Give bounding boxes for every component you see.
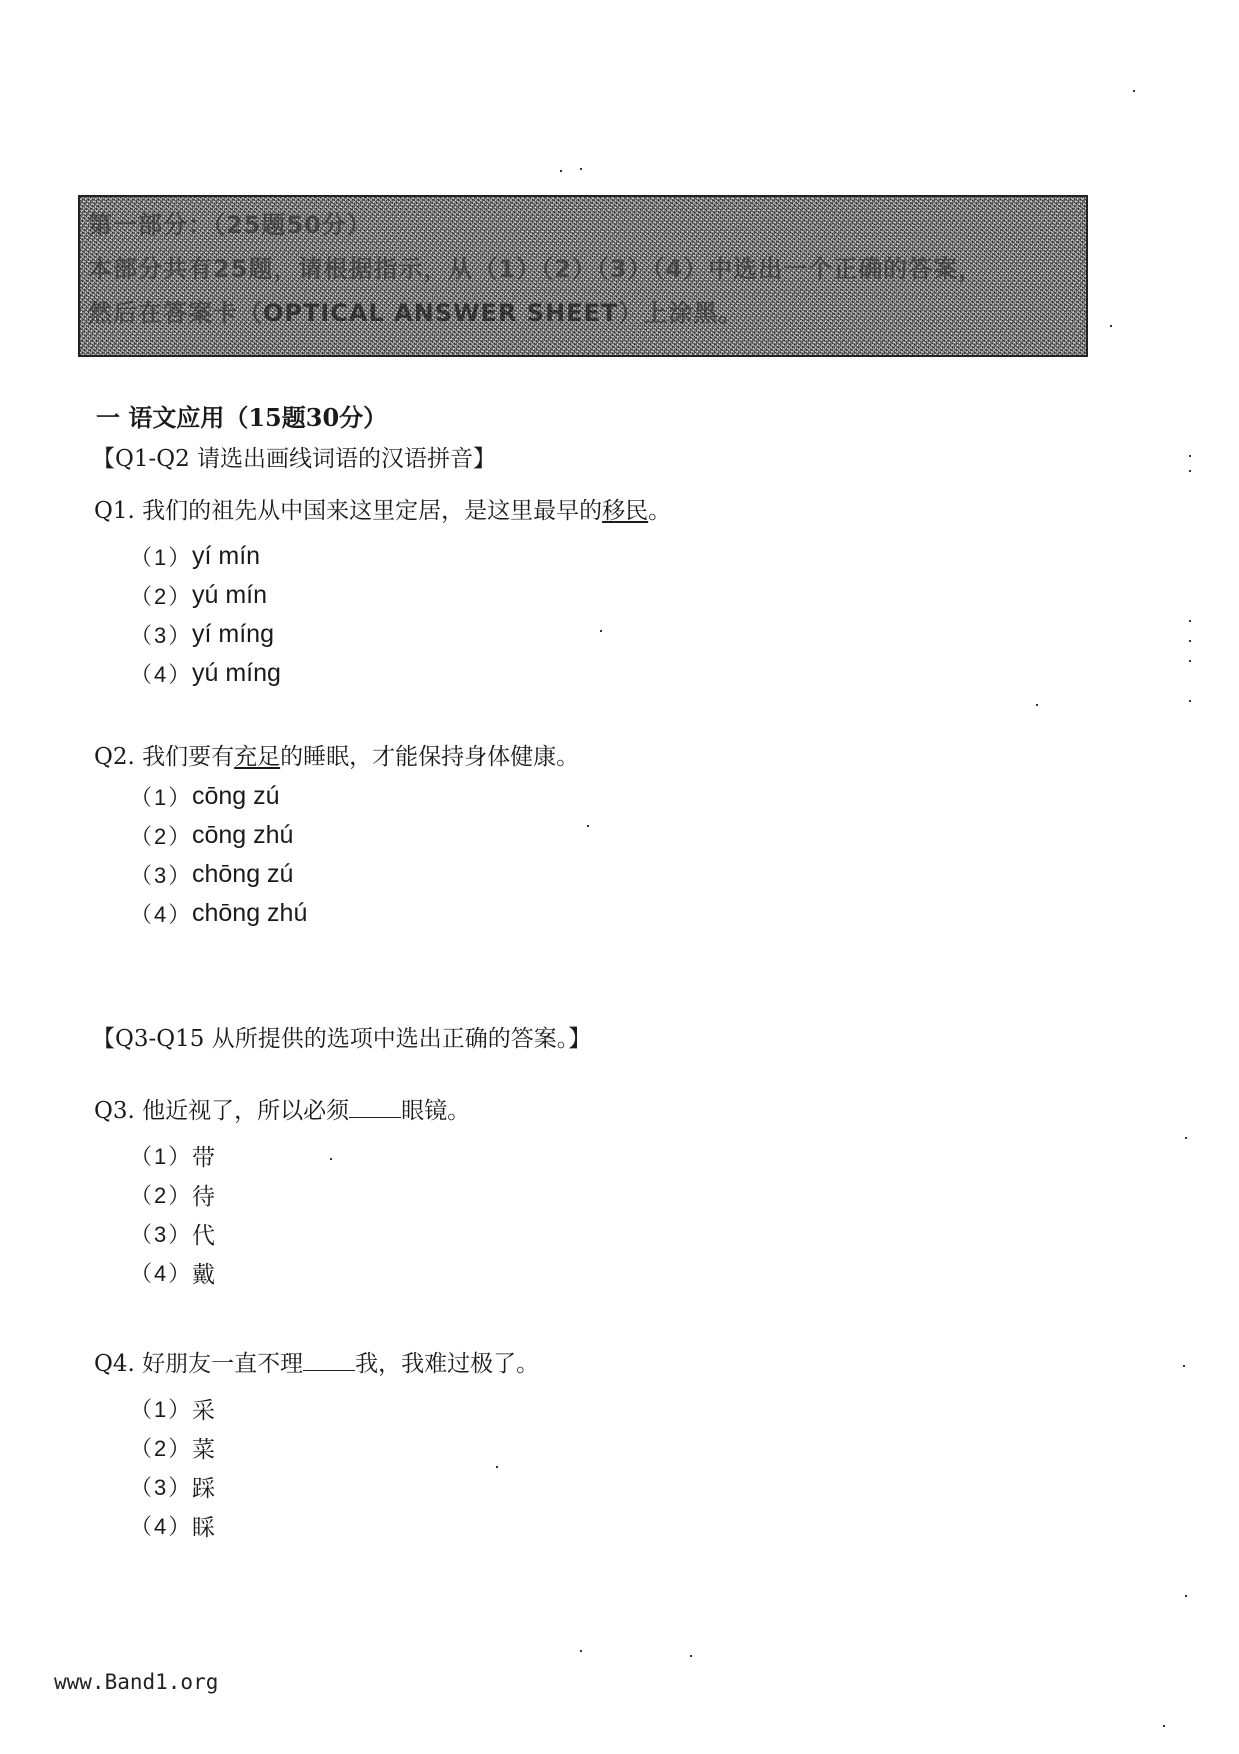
- question-q2-options: [130, 777, 307, 933]
- question-q4-end: 我，我难过极了。: [355, 1351, 540, 1377]
- question-q4-text: Q4. 好朋友一直不理: [94, 1351, 304, 1377]
- option-number: （1）: [130, 1397, 193, 1422]
- option-text: 戴: [192, 1262, 215, 1288]
- option-text: 代: [192, 1223, 215, 1249]
- scan-speck: [330, 1158, 332, 1160]
- question-q4: [94, 1345, 539, 1378]
- option-q2-4[interactable]: [130, 894, 307, 933]
- scan-speck: [1189, 455, 1191, 457]
- question-q1-underlined-word: 移民: [602, 498, 649, 524]
- option-q4-4[interactable]: [130, 1506, 215, 1545]
- question-q1: [94, 492, 671, 525]
- option-number: （3）: [130, 1222, 193, 1247]
- answer-blank: [303, 1352, 355, 1371]
- option-q3-3[interactable]: [130, 1214, 215, 1253]
- instructions-banner: [78, 195, 1088, 357]
- scan-speck: [1189, 660, 1191, 662]
- option-number: （1）: [130, 1144, 193, 1169]
- scan-speck: [1185, 1137, 1187, 1139]
- option-number: （4）: [130, 1261, 193, 1286]
- option-q4-2[interactable]: [130, 1428, 215, 1467]
- option-text: chōng zhú: [192, 899, 308, 927]
- scan-speck: [580, 1650, 582, 1652]
- option-number: （1）: [130, 785, 193, 810]
- scan-speck: [600, 630, 602, 632]
- option-text: yí míng: [192, 620, 274, 648]
- option-q2-1[interactable]: [130, 777, 307, 816]
- option-text: 踩: [192, 1476, 215, 1502]
- scan-speck: [1183, 1365, 1185, 1367]
- option-text: yú mín: [192, 581, 268, 609]
- banner-line-2: 本部分共有25题，请根据指示，从（1）（2）（3）（4）中选出一个正确的答案，: [88, 255, 984, 283]
- option-text: cōng zú: [192, 782, 280, 810]
- option-number: （3）: [130, 1475, 193, 1500]
- scan-speck: [1163, 1725, 1165, 1727]
- question-q4-options: [130, 1389, 215, 1545]
- option-q4-3[interactable]: [130, 1467, 215, 1506]
- scan-speck: [580, 168, 582, 170]
- scan-speck: [1189, 700, 1191, 702]
- question-q1-text: Q1. 我们的祖先从中国来这里定居，是这里最早的: [94, 498, 603, 524]
- question-q2-underlined-word: 充足: [234, 744, 281, 770]
- section-title: 一 语文应用（15题30分）: [96, 403, 388, 432]
- scan-speck: [1189, 470, 1191, 472]
- footer-site-url: www.Band1.org: [54, 1670, 219, 1694]
- scan-speck: [496, 1466, 498, 1468]
- banner-optical-answer-sheet: OPTICAL ANSWER SHEET: [263, 299, 619, 327]
- option-number: （2）: [130, 1436, 193, 1461]
- option-text: 菜: [192, 1437, 215, 1463]
- option-number: （4）: [130, 902, 193, 927]
- question-q1-options: [130, 537, 281, 693]
- option-number: （4）: [130, 662, 193, 687]
- option-number: （1）: [130, 545, 193, 570]
- option-text: 待: [192, 1184, 215, 1210]
- option-number: （3）: [130, 863, 193, 888]
- instruction-q1-q2: 【Q1-Q2 请选出画线词语的汉语拼音】: [92, 446, 497, 472]
- option-q2-2[interactable]: [130, 816, 307, 855]
- scan-speck: [690, 1655, 692, 1657]
- option-q4-1[interactable]: [130, 1389, 215, 1428]
- option-q1-2[interactable]: [130, 576, 281, 615]
- banner-line-1: 第一部分：（25题50分）: [88, 211, 372, 239]
- scan-speck: [1133, 90, 1135, 92]
- question-q3-end: 眼镜。: [401, 1098, 471, 1124]
- scan-speck: [1036, 704, 1038, 706]
- question-q2-end: 的睡眠，才能保持身体健康。: [280, 744, 580, 770]
- scan-speck: [1189, 640, 1191, 642]
- option-number: （3）: [130, 623, 193, 648]
- option-q1-4[interactable]: [130, 654, 281, 693]
- question-q3-options: [130, 1136, 215, 1292]
- scan-speck: [1185, 1595, 1187, 1597]
- banner-line-3: [88, 293, 743, 328]
- scan-speck: [1110, 325, 1112, 327]
- option-text: 带: [192, 1145, 215, 1171]
- option-text: 睬: [192, 1515, 215, 1541]
- question-q3: [94, 1092, 470, 1125]
- question-q2: [94, 738, 579, 771]
- option-text: chōng zú: [192, 860, 294, 888]
- instruction-q3-q15: 【Q3-Q15 从所提供的选项中选出正确的答案。】: [92, 1026, 592, 1052]
- option-number: （2）: [130, 1183, 193, 1208]
- option-q3-1[interactable]: [130, 1136, 215, 1175]
- scan-speck: [587, 825, 589, 827]
- option-q1-1[interactable]: [130, 537, 281, 576]
- option-text: cōng zhú: [192, 821, 294, 849]
- question-q1-end: 。: [648, 498, 672, 524]
- option-q3-4[interactable]: [130, 1253, 215, 1292]
- answer-blank: [349, 1099, 401, 1118]
- option-number: （2）: [130, 584, 193, 609]
- option-text: 采: [192, 1398, 215, 1424]
- option-q1-3[interactable]: [130, 615, 281, 654]
- option-text: yí mín: [192, 542, 261, 570]
- option-q2-3[interactable]: [130, 855, 307, 894]
- banner-line-3-pre: 然后在答案卡（: [88, 299, 263, 327]
- question-q2-text: Q2. 我们要有: [94, 744, 235, 770]
- question-q3-text: Q3. 他近视了，所以必须: [94, 1098, 350, 1124]
- scan-speck: [1189, 620, 1191, 622]
- option-text: yú míng: [192, 659, 281, 687]
- option-number: （2）: [130, 824, 193, 849]
- banner-line-3-post: ）上涂黑。: [618, 299, 744, 327]
- scan-speck: [560, 170, 562, 172]
- option-q3-2[interactable]: [130, 1175, 215, 1214]
- option-number: （4）: [130, 1514, 193, 1539]
